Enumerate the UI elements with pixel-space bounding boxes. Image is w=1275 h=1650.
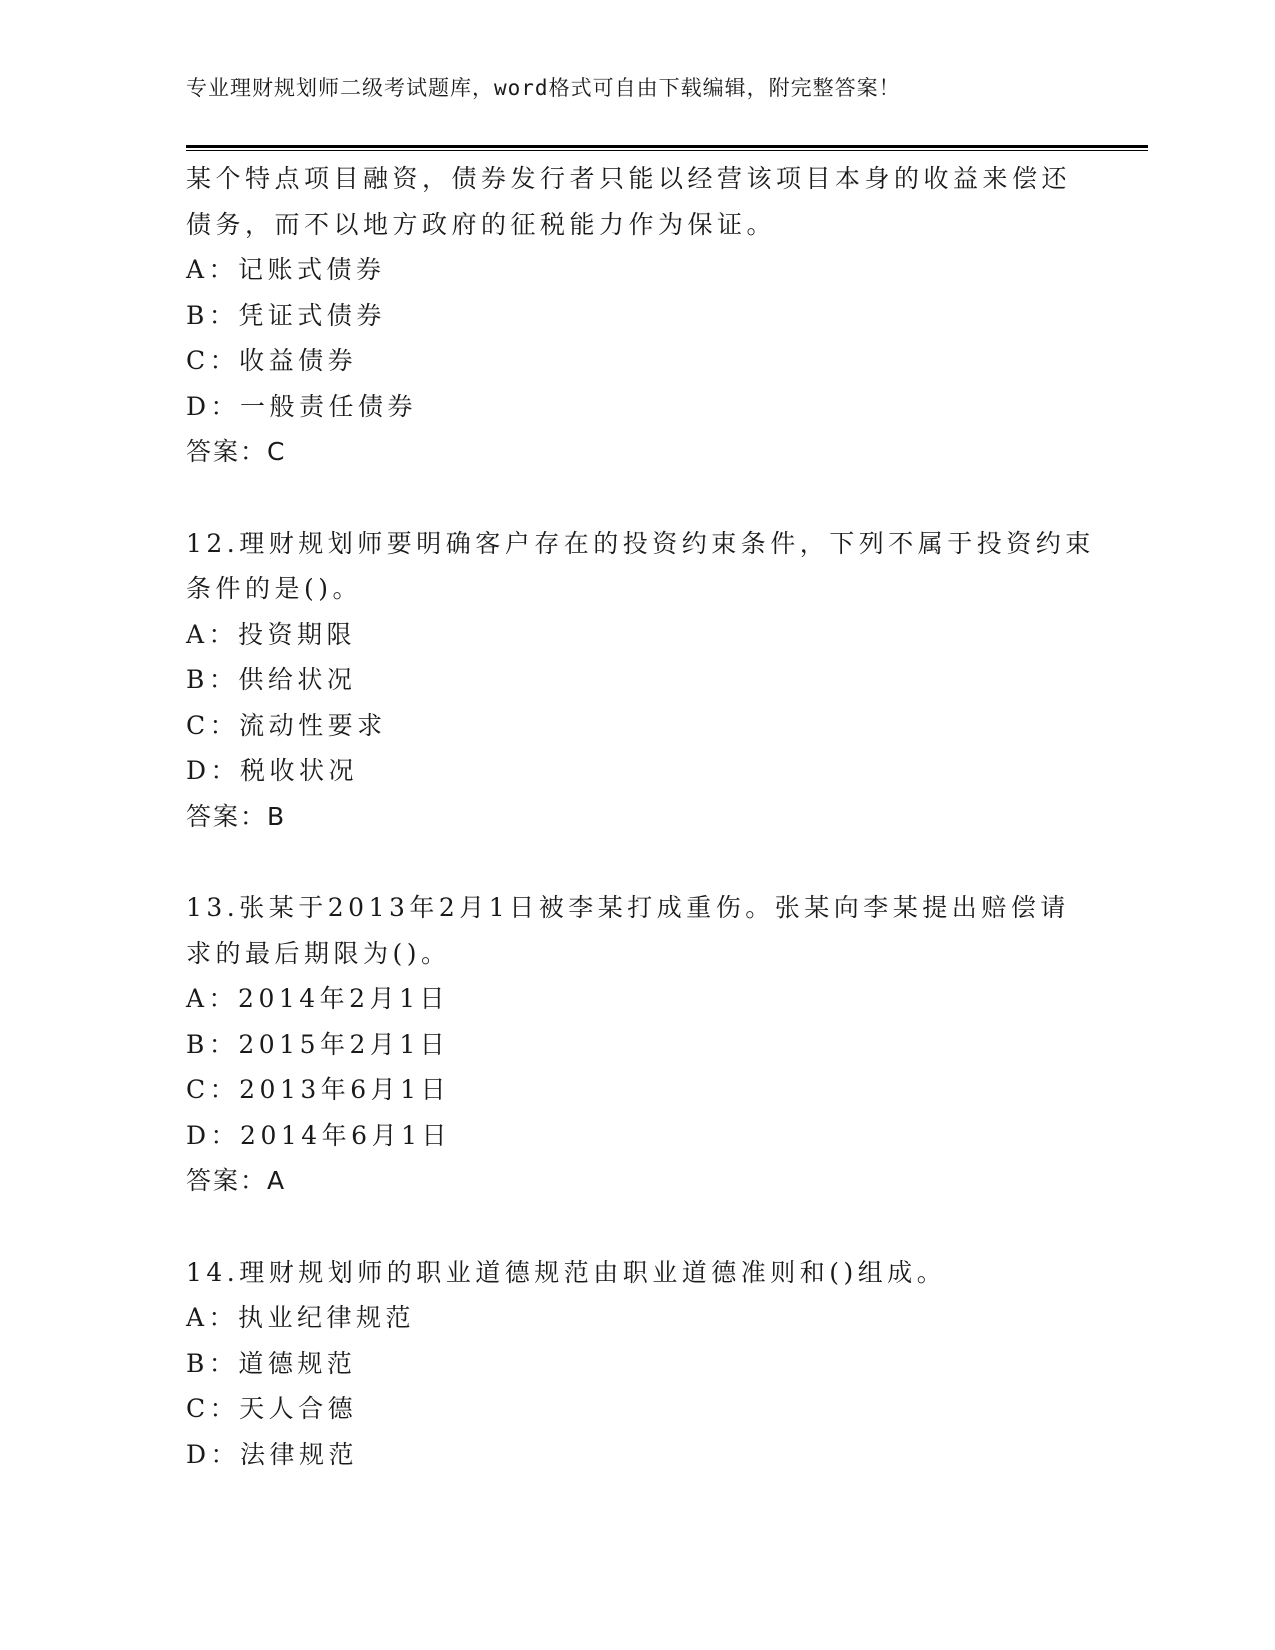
option-a: A：记账式债券 xyxy=(186,255,386,284)
answer-line: 答案：B xyxy=(186,801,287,831)
spacer xyxy=(186,1204,1086,1250)
option-a: A：2014年2月1日 xyxy=(186,984,449,1013)
question-block xyxy=(186,1250,1086,1478)
spacer xyxy=(186,839,1086,885)
option-d: D：法律规范 xyxy=(186,1439,359,1469)
option-a: A：投资期限 xyxy=(186,619,357,649)
option-b: B：凭证式债券 xyxy=(186,300,386,330)
question-block xyxy=(186,885,1086,1204)
question-stem-line: 求的最后期限为()。 xyxy=(186,938,451,968)
option-b: B：2015年2月1日 xyxy=(186,1029,450,1059)
question-block xyxy=(186,521,1095,840)
answer-line: 答案：C xyxy=(186,437,287,466)
option-c: C：2013年6月1日 xyxy=(186,1075,451,1104)
question-list xyxy=(186,156,1095,1477)
option-d: D：税收状况 xyxy=(186,756,359,785)
option-c: C：流动性要求 xyxy=(186,710,387,740)
question-stem-line: 14.理财规划师的职业道德规范由职业道德准则和()组成。 xyxy=(186,1257,947,1287)
option-b: B：道德规范 xyxy=(186,1348,357,1378)
question-stem-line: 债务，而不以地方政府的征税能力作为保证。 xyxy=(186,209,777,239)
question-stem-line: 某个特点项目融资，债券发行者只能以经营该项目本身的收益来偿还 xyxy=(186,164,1072,193)
question-stem-line: 12.理财规划师要明确客户存在的投资约束条件，下列不属于投资约束 xyxy=(186,528,1095,558)
option-a: A：执业纪律规范 xyxy=(186,1303,416,1332)
answer-line: 答案：A xyxy=(186,1166,287,1195)
header-rule-thick xyxy=(186,145,1148,148)
option-c: C：天人合德 xyxy=(186,1394,358,1423)
option-b: B：供给状况 xyxy=(186,665,357,694)
question-stem-line: 13.张某于2013年2月1日被李某打成重伤。张某向李某提出赔偿请 xyxy=(186,893,1070,922)
spacer xyxy=(186,475,1086,521)
question-stem-line: 条件的是()。 xyxy=(186,574,363,603)
option-c: C：收益债券 xyxy=(186,346,358,375)
option-d: D：一般责任债券 xyxy=(186,391,418,421)
header-rule-thin xyxy=(186,150,1148,151)
option-d: D：2014年6月1日 xyxy=(186,1120,451,1150)
question-block xyxy=(186,156,1086,475)
page-header: 专业理财规划师二级考试题库，word格式可自由下载编辑，附完整答案！ xyxy=(186,76,901,100)
